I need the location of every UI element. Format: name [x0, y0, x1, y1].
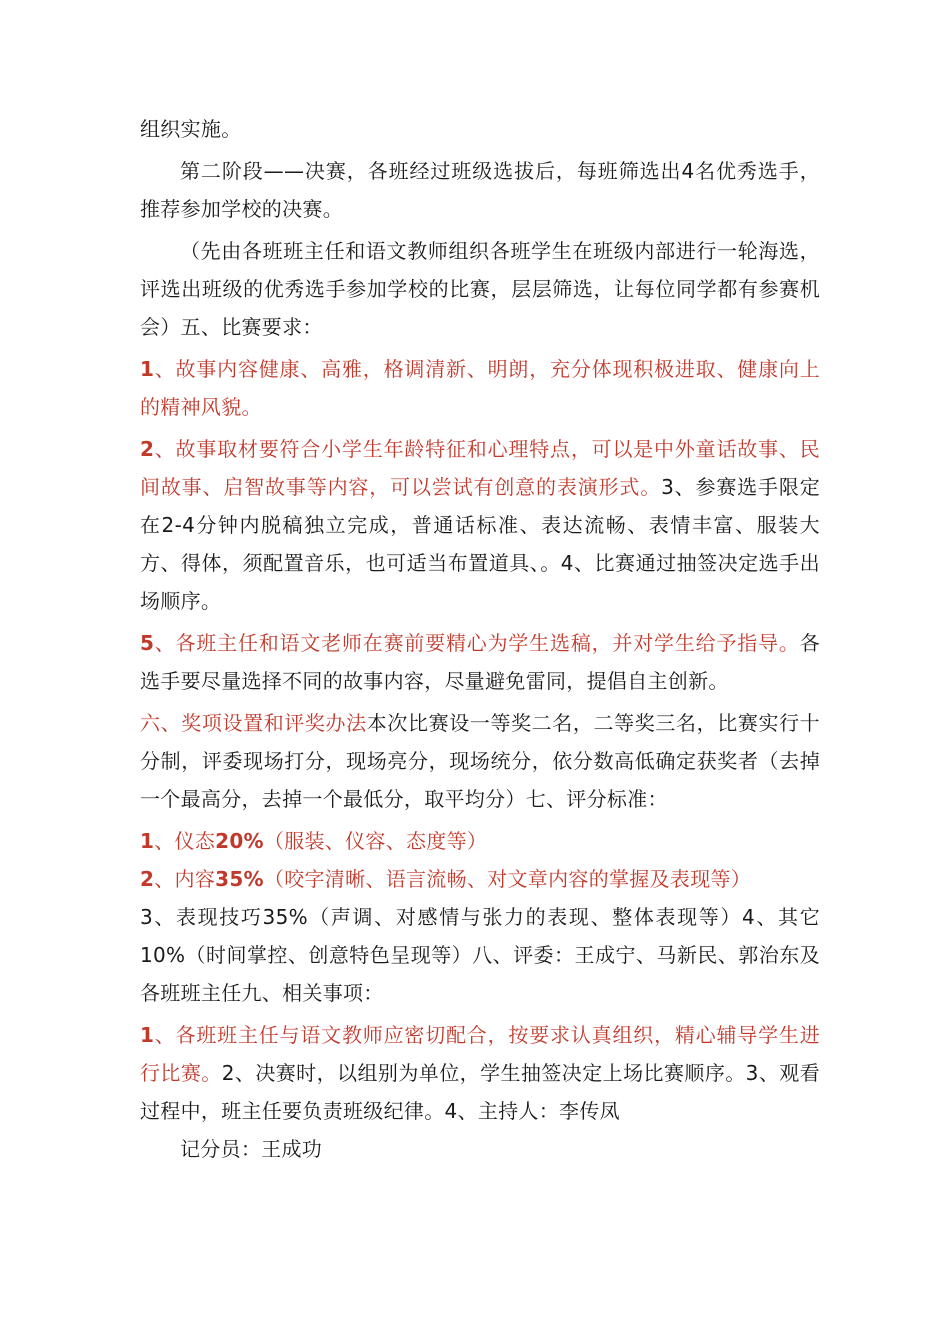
matters-1-number: 1 [140, 1023, 155, 1047]
paragraph-selection-note: （先由各班班主任和语文教师组织各班学生在班级内部进行一轮海选，评选出班级的优秀选手参加学校的比赛，层层筛选，让每位同学都有参赛机会）五、比赛要求： [140, 239, 820, 339]
awards-heading: 六、奖项设置和评奖办法 [140, 711, 367, 735]
score-1-label: 、仪态 [154, 829, 216, 853]
paragraph-awards [140, 704, 820, 818]
score-2-percent: 35% [215, 867, 264, 891]
paragraph-matters [140, 1016, 820, 1130]
paragraph-req-1 [140, 350, 820, 426]
req-1-number: 1 [140, 357, 155, 381]
paragraph-score-3-4: 3、表现技巧35%（声调、对感情与张力的表现、整体表现等）4、其它10%（时间掌控、创意特色呈现等）八、评委：王成宁、马新民、郭治东及各班班主任九、相关事项： [140, 905, 820, 1005]
paragraph-recorder: 记分员：王成功 [180, 1137, 323, 1161]
score-2-label: 、内容 [154, 867, 216, 891]
score-2-number: 2 [140, 867, 155, 891]
paragraph-stage-two: 第二阶段——决赛，各班经过班级选拔后，每班筛选出4名优秀选手，推荐参加学校的决赛。 [140, 159, 820, 221]
score-2-detail: （咬字清晰、语言流畅、对文章内容的掌握及表现等） [263, 867, 752, 891]
paragraph-req-5 [140, 624, 820, 700]
paragraph-score-2 [140, 860, 820, 898]
matters-1-text: 、各班班主任与语文教师应密切配合，按要求认真组织，精心辅导学生进行比赛。 [140, 1023, 820, 1085]
req-1-text: 、故事内容健康、高雅，格调清新、明朗，充分体现积极进取、健康向上的精神风貌。 [140, 357, 820, 419]
paragraph-org: 组织实施。 [140, 117, 242, 141]
awards-text: 本次比赛设一等奖二名，二等奖三名，比赛实行十分制，评委现场打分，现场亮分，现场统分，依分数高低确定获奖者（去掉一个最高分，去掉一个最低分，取平均分）七、评分标准： [140, 711, 820, 811]
paragraph-req-2 [140, 430, 820, 620]
req-2-text: 、故事取材要符合小学生年龄特征和心理特点，可以是中外童话故事、民间故事、启智故事等内容，可以尝试有创意的表演形式。 [140, 437, 820, 499]
req-3-4-text: 3、参赛选手限定在2-4分钟内脱稿独立完成，普通话标准、表达流畅、表情丰富、服装大方、得体，须配置音乐，也可适当布置道具、。4、比赛通过抽签决定选手出场顺序。 [140, 475, 821, 613]
req-5-text: 、各班主任和语文老师在赛前要精心为学生选稿，并对学生给予指导。 [154, 631, 800, 655]
req-5-number: 5 [140, 631, 155, 655]
paragraph-score-1 [140, 822, 820, 860]
score-1-number: 1 [140, 829, 155, 853]
score-1-percent: 20% [215, 829, 264, 853]
req-5-extra: 各选手要尽量选择不同的故事内容，尽量避免雷同，提倡自主创新。 [140, 631, 820, 693]
document-page [140, 110, 820, 1168]
req-2-number: 2 [140, 437, 155, 461]
score-1-detail: （服装、仪容、态度等） [263, 829, 488, 853]
matters-rest-text: 2、决赛时，以组别为单位，学生抽签决定上场比赛顺序。3、观看过程中，班主任要负责班级纪律。4、主持人：李传凤 [140, 1061, 821, 1123]
